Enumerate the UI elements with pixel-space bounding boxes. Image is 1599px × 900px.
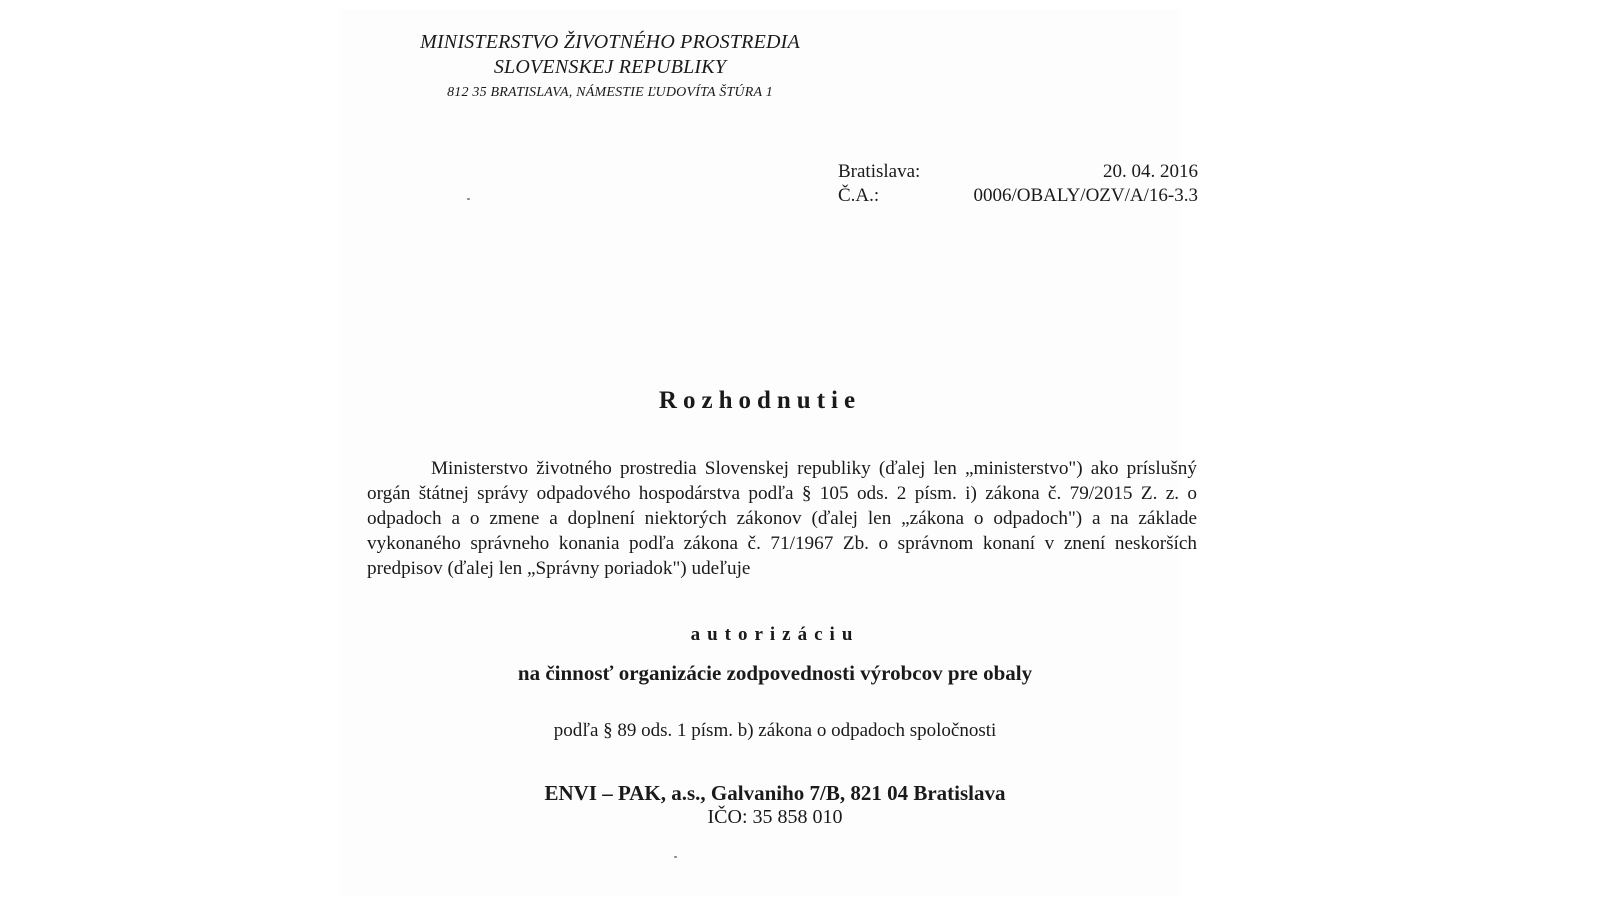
meta-ref-row: [838, 184, 1198, 208]
activity-description: na činnosť organizácie zodpovednosti výrobcov pre obaly: [517, 661, 1033, 685]
document-page: [340, 10, 1180, 895]
letterhead-republic: SLOVENSKEJ REPUBLIKY: [493, 56, 727, 78]
company-ico: IČO: 35 858 010: [707, 806, 843, 828]
decision-body: Ministerstvo životného prostredia Slovenskej republiky (ďalej len „ministerstvo") ako príslušný orgán štátnej správy odpadového hospodárstva podľa § 105 ods. 2 písm. i) zákona č. 79/2015 Z. z. o odpadoch a o zmene a doplnení niektorých zákonov (ďalej len „zákona o odpadoch") a na základe vykonaného správneho konania podľa zákona č. 71/1967 Zb. o správnom konaní v znení neskorších predpisov (ďalej len „Správny poriadok") udeľuje: [367, 458, 1197, 579]
place-label: Bratislava:: [838, 161, 921, 182]
letterhead-ministry: MINISTERSTVO ŽIVOTNÉHO PROSTREDIA: [420, 31, 800, 53]
document-title: Rozhodnutie: [658, 387, 862, 414]
law-reference: podľa § 89 ods. 1 písm. b) zákona o odpadoch spoločnosti: [553, 720, 997, 741]
scan-speck: [674, 856, 677, 858]
letterhead: [350, 30, 870, 104]
scan-speck: [467, 198, 470, 200]
letterhead-address: 812 35 BRATISLAVA, NÁMESTIE ĽUDOVÍTA ŠTÚRA 1: [447, 85, 773, 100]
authorization-heading: autorizáciu: [690, 624, 860, 645]
company-name-address: ENVI – PAK, a.s., Galvaniho 7/B, 821 04 Bratislava: [544, 781, 1006, 805]
meta-date-row: [838, 160, 1198, 184]
reference-number: 0006/OBALY/OZV/A/16-3.3: [973, 185, 1198, 206]
document-date: 20. 04. 2016: [1103, 161, 1198, 182]
reference-label: Č.A.:: [838, 185, 880, 206]
document-meta: [838, 160, 1198, 208]
